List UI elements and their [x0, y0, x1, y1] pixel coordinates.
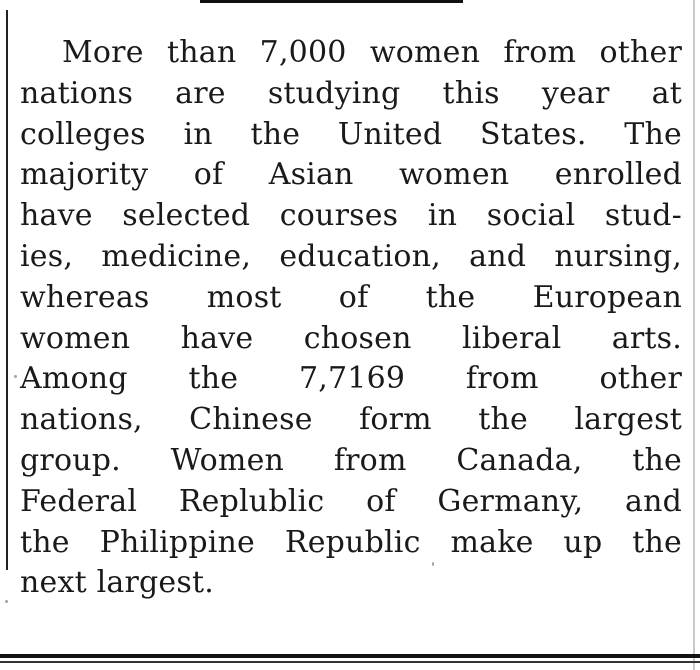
article-line: have selected courses in social stud-: [20, 198, 682, 234]
top-divider-rule: [200, 0, 463, 3]
article-line: ies, medicine, education, and nursing,: [20, 238, 682, 274]
article-line: nations are studying this year at: [20, 75, 682, 111]
article-line: colleges in the United States. The: [20, 116, 682, 152]
bottom-divider-rule-secondary: [0, 661, 700, 663]
article-line: More than 7,000 women from other: [62, 35, 682, 70]
article-line: group. Women from Canada, the: [20, 442, 682, 478]
print-speck: [14, 375, 17, 378]
article-line: the Philippine Republic make up the: [20, 524, 682, 560]
article-line: Among the 7,7169 from other: [20, 361, 682, 397]
left-border-rule: [6, 10, 8, 570]
print-speck: [5, 600, 8, 603]
article-line: next largest.: [20, 565, 214, 601]
bottom-divider-rule: [0, 654, 700, 658]
article-line: majority of Asian women enrolled: [20, 157, 682, 193]
article-line: whereas most of the European: [20, 279, 682, 315]
article-line: nations, Chinese form the largest: [20, 402, 682, 438]
right-page-edge: [693, 0, 695, 670]
print-speck: [432, 562, 434, 566]
article-line: women have chosen liberal arts.: [20, 320, 682, 356]
article-line: Federal Replublic of Germany, and: [20, 483, 682, 519]
news-clipping-article: [20, 33, 682, 604]
